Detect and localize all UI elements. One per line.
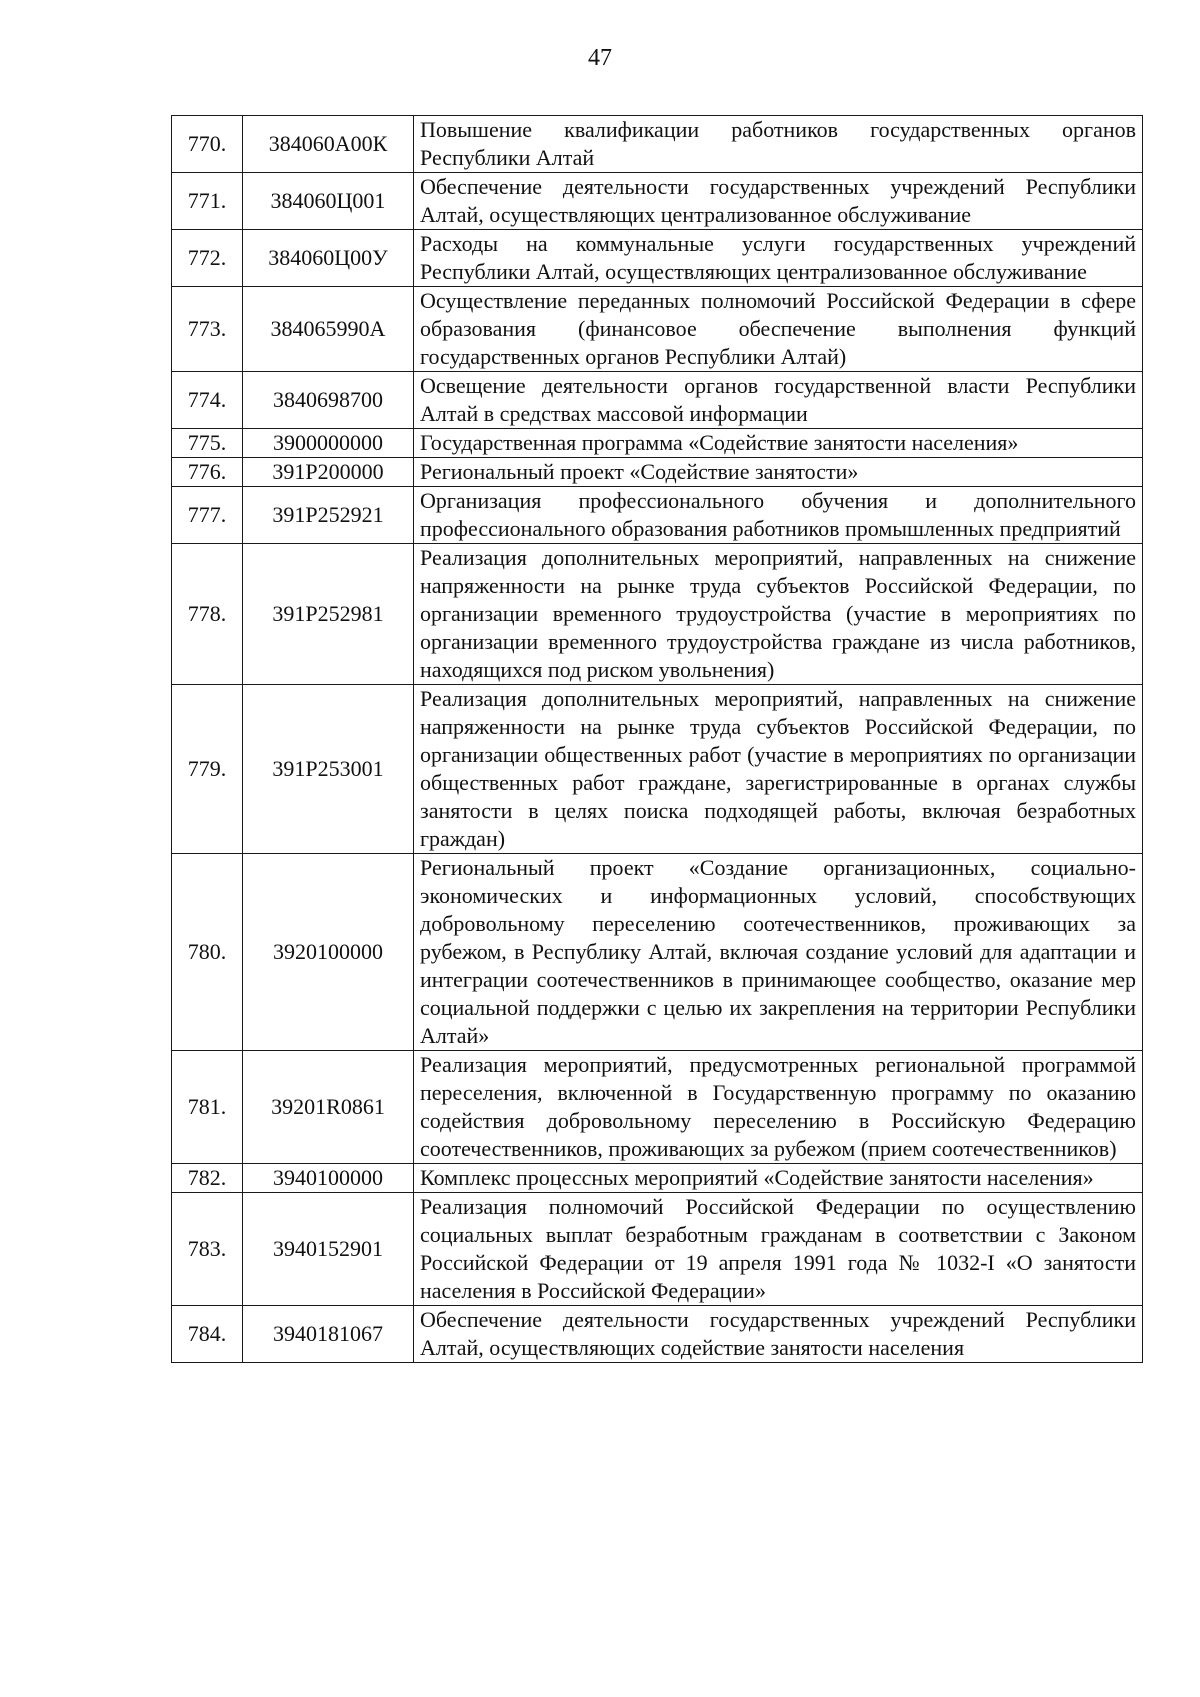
row-description: Региональный проект «Содействие занятости» <box>414 458 1143 487</box>
row-code: 384060Ц00У <box>243 230 414 287</box>
row-description: Государственная программа «Содействие занятости населения» <box>414 429 1143 458</box>
row-code: 384060Ц001 <box>243 173 414 230</box>
row-description: Реализация дополнительных мероприятий, направленных на снижение напряженности на рынке труда субъектов Российской Федерации, по организации общественных работ (участие в мероприятиях по организации общественных работ граждане, зарегистрированные в органах службы занятости в целях поиска подходящей работы, включая безработных граждан) <box>414 685 1143 854</box>
row-number: 780. <box>172 854 243 1051</box>
row-number: 781. <box>172 1051 243 1164</box>
row-description: Расходы на коммунальные услуги государственных учреждений Республики Алтай, осуществляющих централизованное обслуживание <box>414 230 1143 287</box>
row-number: 770. <box>172 116 243 173</box>
table-row <box>172 429 1143 458</box>
row-description: Повышение квалификации работников государственных органов Республики Алтай <box>414 116 1143 173</box>
row-code: 39201R0861 <box>243 1051 414 1164</box>
row-number: 778. <box>172 544 243 685</box>
row-number: 782. <box>172 1164 243 1193</box>
table-row <box>172 544 1143 685</box>
table-row <box>172 487 1143 544</box>
budget-code-table <box>171 115 1143 1363</box>
row-description: Комплекс процессных мероприятий «Содействие занятости населения» <box>414 1164 1143 1193</box>
row-number: 777. <box>172 487 243 544</box>
row-number: 773. <box>172 287 243 372</box>
row-code: 3940100000 <box>243 1164 414 1193</box>
row-number: 771. <box>172 173 243 230</box>
row-description: Обеспечение деятельности государственных учреждений Республики Алтай, осуществляющих централизованное обслуживание <box>414 173 1143 230</box>
row-number: 779. <box>172 685 243 854</box>
table-row <box>172 1306 1143 1363</box>
page-number: 47 <box>588 45 612 71</box>
table-row <box>172 1051 1143 1164</box>
row-number: 776. <box>172 458 243 487</box>
table-body <box>172 116 1143 1363</box>
table-row <box>172 685 1143 854</box>
row-number: 772. <box>172 230 243 287</box>
row-number: 774. <box>172 372 243 429</box>
table-row <box>172 287 1143 372</box>
table-row <box>172 173 1143 230</box>
row-code: 391Р200000 <box>243 458 414 487</box>
table-row <box>172 230 1143 287</box>
row-code: 3900000000 <box>243 429 414 458</box>
row-code: 3940181067 <box>243 1306 414 1363</box>
row-code: 384060А00К <box>243 116 414 173</box>
table-row <box>172 116 1143 173</box>
row-code: 3840698700 <box>243 372 414 429</box>
table-row <box>172 1193 1143 1306</box>
row-code: 391Р252981 <box>243 544 414 685</box>
row-code: 384065990А <box>243 287 414 372</box>
row-description: Региональный проект «Создание организационных, социально-экономических и информационных условий, способствующих добровольному переселению соотечественников, проживающих за рубежом, в Республику Алтай, включая создание условий для адаптации и интеграции соотечественников в принимающее сообщество, оказание мер социальной поддержки с целью их закрепления на территории Республики Алтай» <box>414 854 1143 1051</box>
row-description: Осуществление переданных полномочий Российской Федерации в сфере образования (финансовое обеспечение выполнения функций государственных органов Республики Алтай) <box>414 287 1143 372</box>
table-row <box>172 1164 1143 1193</box>
row-code: 3920100000 <box>243 854 414 1051</box>
row-description: Реализация полномочий Российской Федерации по осуществлению социальных выплат безработным гражданам в соответствии с Законом Российской Федерации от 19 апреля 1991 года № 1032-I «О занятости населения в Российской Федерации» <box>414 1193 1143 1306</box>
row-description: Реализация дополнительных мероприятий, направленных на снижение напряженности на рынке труда субъектов Российской Федерации, по организации временного трудоустройства (участие в мероприятиях по организации временного трудоустройства граждане из числа работников, находящихся под риском увольнения) <box>414 544 1143 685</box>
row-description: Освещение деятельности органов государственной власти Республики Алтай в средствах массовой информации <box>414 372 1143 429</box>
row-code: 391Р252921 <box>243 487 414 544</box>
row-code: 3940152901 <box>243 1193 414 1306</box>
table-row <box>172 372 1143 429</box>
row-number: 784. <box>172 1306 243 1363</box>
row-code: 391Р253001 <box>243 685 414 854</box>
row-description: Реализация мероприятий, предусмотренных региональной программой переселения, включенной в Государственную программу по оказанию содействия добровольному переселению в Российскую Федерацию соотечественников, проживающих за рубежом (прием соотечественников) <box>414 1051 1143 1164</box>
table-row <box>172 458 1143 487</box>
row-description: Обеспечение деятельности государственных учреждений Республики Алтай, осуществляющих содействие занятости населения <box>414 1306 1143 1363</box>
row-number: 783. <box>172 1193 243 1306</box>
row-description: Организация профессионального обучения и дополнительного профессионального образования работников промышленных предприятий <box>414 487 1143 544</box>
row-number: 775. <box>172 429 243 458</box>
table-row <box>172 854 1143 1051</box>
